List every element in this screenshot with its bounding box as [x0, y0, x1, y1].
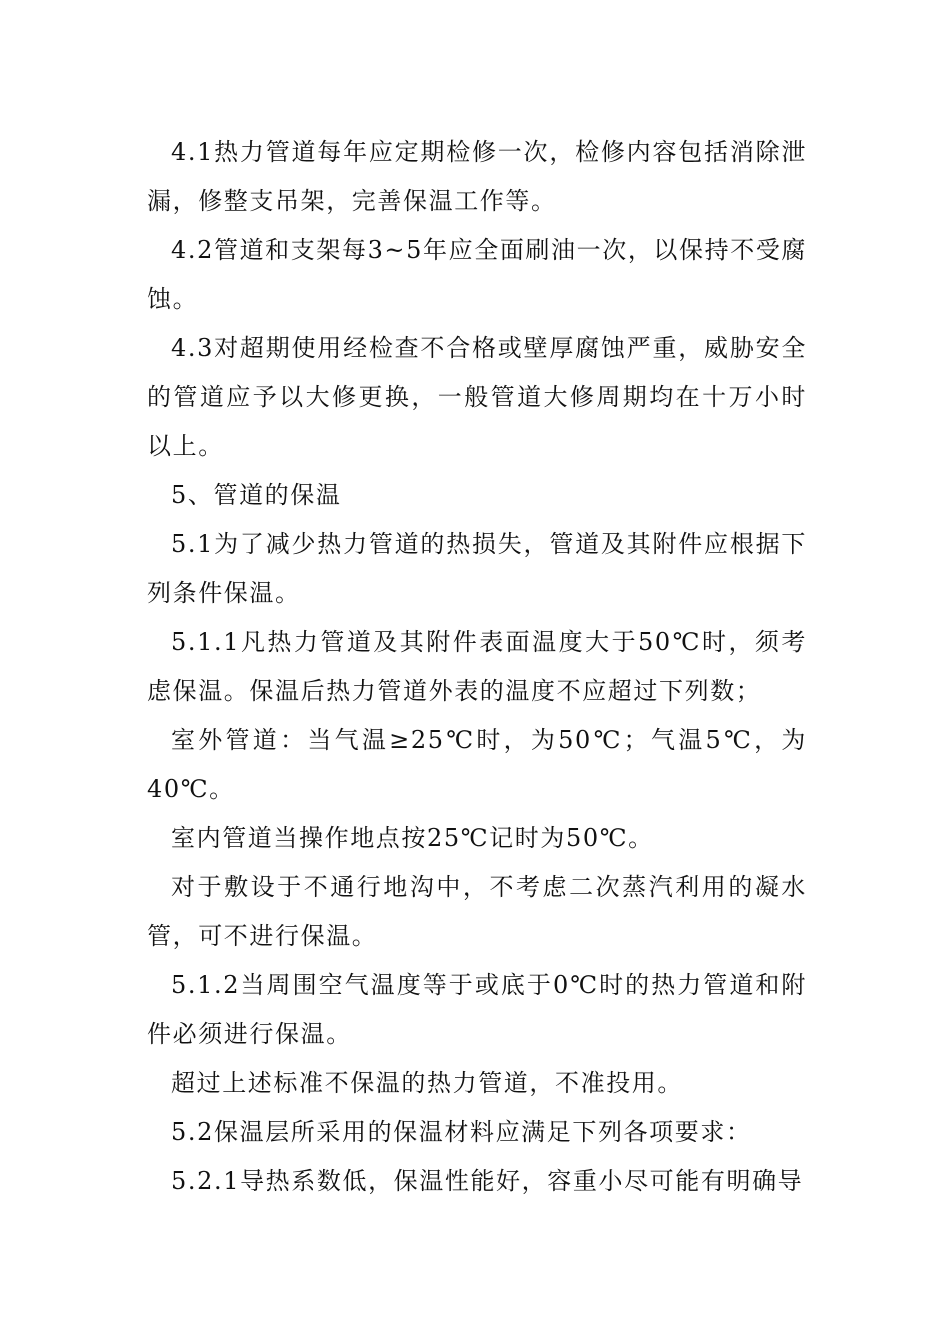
paragraph-not-allowed: 超过上述标准不保温的热力管道，不准投用。: [171, 1069, 683, 1097]
paragraph-5-1: 5.1为了减少热力管道的热损失，管道及其附件应根据下列条件保温。: [147, 530, 807, 607]
section-heading-5: 5、管道的保温: [171, 481, 342, 509]
paragraph-4-3: 4.3对超期使用经检查不合格或壁厚腐蚀严重，威胁安全的管道应予以大修更换，一般管道大修周期均在十万小时以上。: [147, 334, 807, 460]
document-body: [147, 128, 807, 1206]
paragraph-trench-pipes: 对于敷设于不通行地沟中，不考虑二次蒸汽利用的凝水管，可不进行保温。: [147, 873, 807, 950]
paragraph-4-2: 4.2管道和支架每3~5年应全面刷油一次，以保持不受腐蚀。: [147, 236, 808, 313]
paragraph-4-1: 4.1热力管道每年应定期检修一次，检修内容包括消除泄漏，修整支吊架，完善保温工作等。: [147, 138, 807, 215]
paragraph-indoor-pipes: 室内管道当操作地点按25℃记时为50℃。: [171, 824, 654, 852]
paragraph-5-2: 5.2保温层所采用的保温材料应满足下列各项要求：: [171, 1118, 752, 1146]
paragraph-5-1-1: 5.1.1凡热力管道及其附件表面温度大于50℃时，须考虑保温。保温后热力管道外表的温度不应超过下列数；: [147, 628, 807, 705]
paragraph-5-2-1: 5.2.1导热系数低，保温性能好，容重小尽可能有明确导: [171, 1167, 804, 1195]
paragraph-outdoor-pipes: 室外管道：当气温≥25℃时，为50℃；气温5℃，为40℃。: [147, 726, 807, 803]
paragraph-5-1-2: 5.1.2当周围空气温度等于或底于0℃时的热力管道和附件必须进行保温。: [147, 971, 807, 1048]
